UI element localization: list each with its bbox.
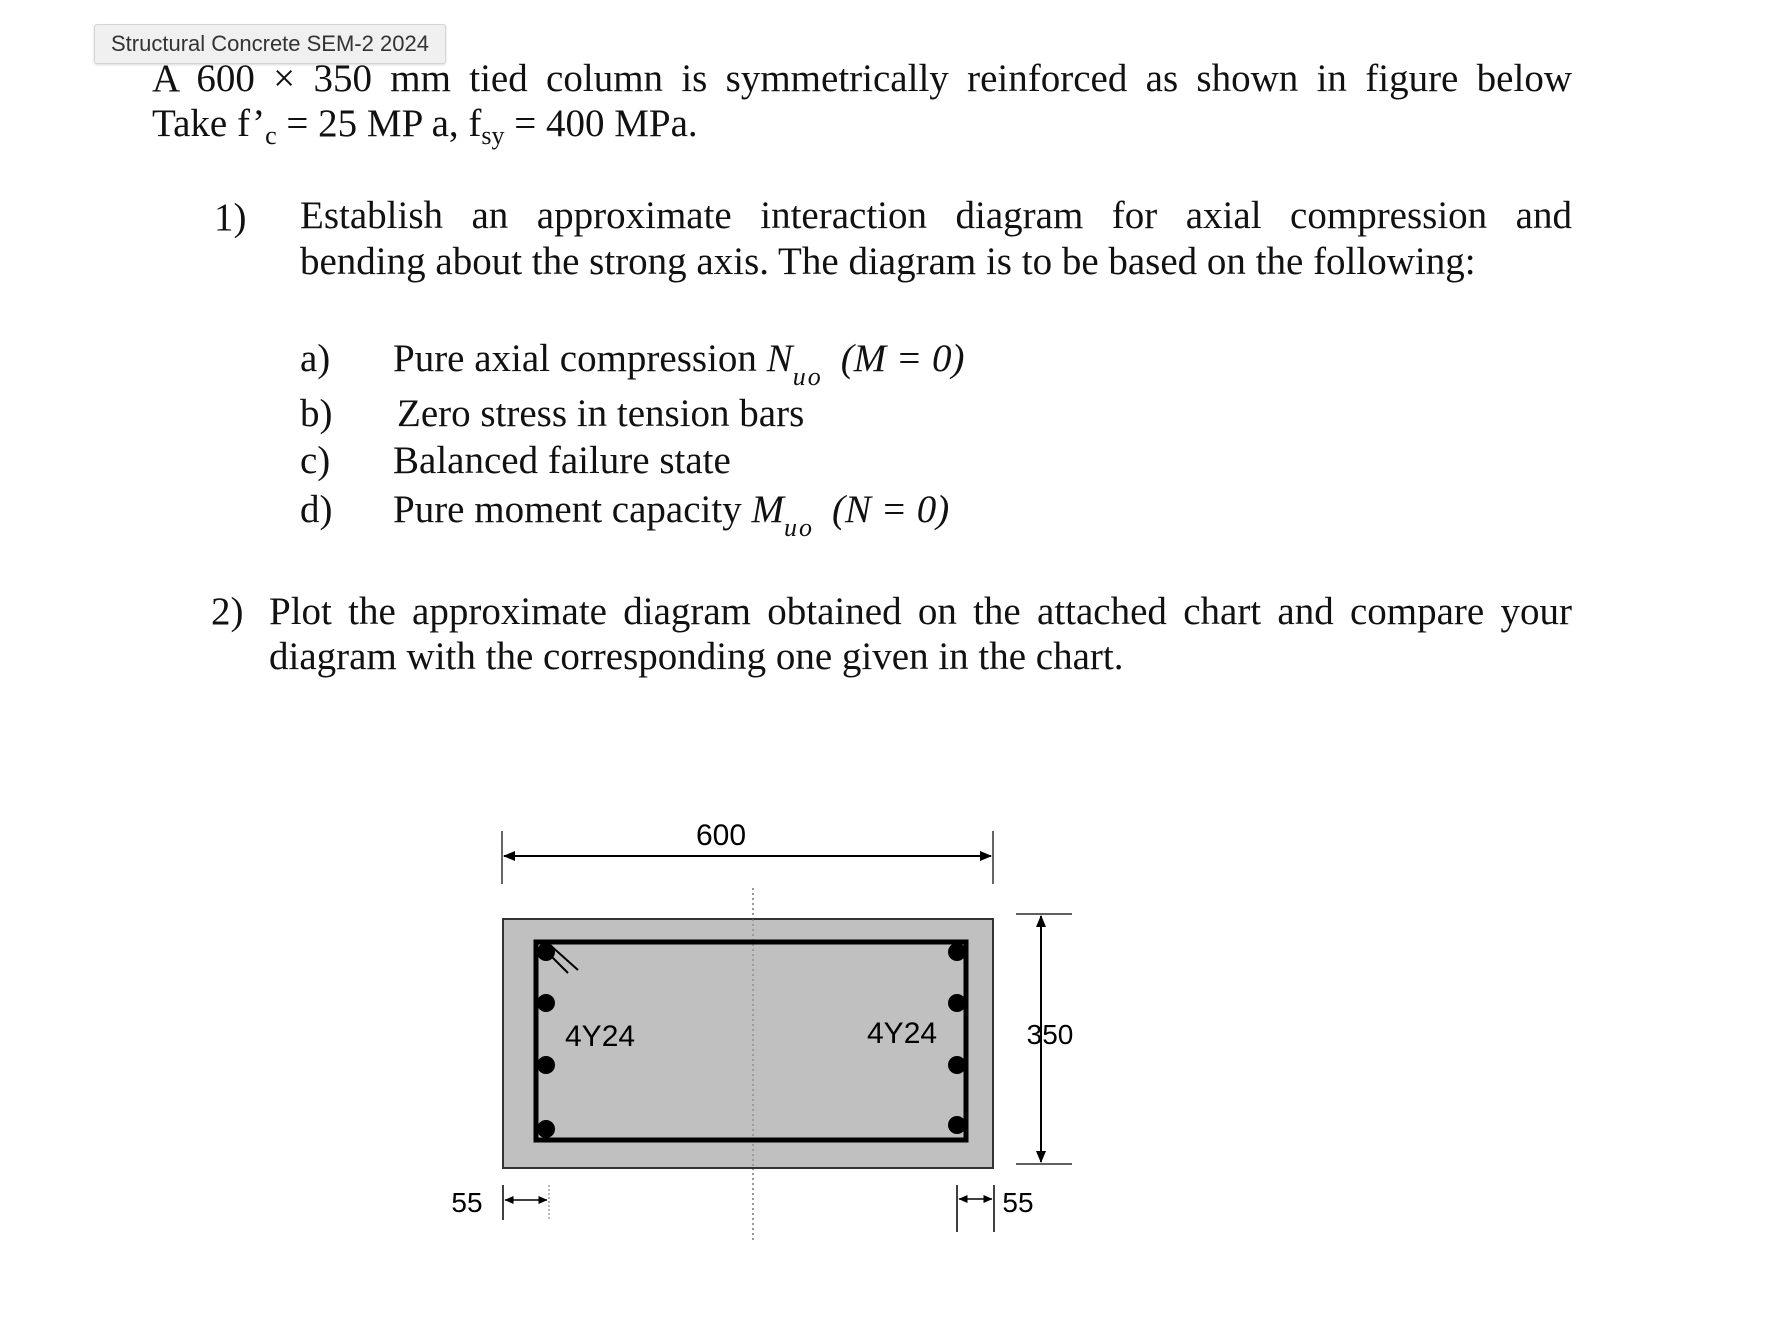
height-dimension-label: 350 <box>1026 1019 1074 1050</box>
intro-fc-value: = 25 MP a, f <box>276 102 482 145</box>
q1-item-b-marker: b) <box>300 392 333 435</box>
rebar-right-4 <box>948 1116 966 1134</box>
left-bars-label: 4Y24 <box>565 1020 636 1053</box>
q2-line-2: diagram with the corresponding one given in the chart. <box>269 635 1124 678</box>
intro-take-text: Take f’ <box>152 102 266 145</box>
q1-item-d-symbol: M <box>751 488 784 531</box>
q2-number: 2) <box>211 590 244 633</box>
q1-line-1: Establish an approximate interaction diagram for axial compression and <box>300 194 1572 237</box>
rebar-left-2 <box>537 994 555 1012</box>
q1-item-c-marker: c) <box>300 439 331 482</box>
intro-fsy-value: = 400 MPa. <box>504 102 698 145</box>
q1-item-a-condition: (M = 0) <box>840 337 965 380</box>
rebar-left-4 <box>537 1120 555 1138</box>
q1-line-2: bending about the strong axis. The diagram is to be based on the following: <box>300 240 1476 283</box>
q1-item-d-text: Pure moment capacity <box>393 488 752 531</box>
width-dimension-label: 600 <box>695 819 747 852</box>
q1-number: 1) <box>214 196 247 239</box>
rebar-right-2 <box>948 994 966 1012</box>
document-tab-label[interactable]: Structural Concrete SEM-2 2024 <box>94 24 446 64</box>
right-cover-label: 55 <box>1002 1187 1034 1218</box>
left-cover-label: 55 <box>451 1187 483 1218</box>
intro-sy-subscript: sy <box>481 121 505 150</box>
intro-line-1: A 600 × 350 mm tied column is symmetrically reinforced as shown in figure below <box>152 57 1572 100</box>
q1-item-b: Zero stress in tension bars <box>397 392 805 435</box>
rebar-right-3 <box>948 1056 966 1074</box>
rebar-right-1 <box>948 943 966 961</box>
rebar-left-3 <box>537 1056 555 1074</box>
q1-item-a-subscript: uo <box>792 362 823 391</box>
rebar-left-1 <box>537 943 555 961</box>
right-bars-label: 4Y24 <box>867 1017 938 1050</box>
q1-item-d-condition: (N = 0) <box>831 488 950 531</box>
q1-item-d-subscript: uo <box>783 513 814 542</box>
intro-c-subscript: c <box>265 121 277 150</box>
q1-item-a-text: Pure axial compression <box>393 337 767 380</box>
q1-item-c: Balanced failure state <box>393 439 731 482</box>
q1-item-a-marker: a) <box>300 337 331 380</box>
q1-item-d-marker: d) <box>300 488 333 531</box>
q2-line-1: Plot the approximate diagram obtained on the attached chart and compare your <box>269 590 1572 633</box>
q1-item-a-symbol: N <box>766 337 793 380</box>
